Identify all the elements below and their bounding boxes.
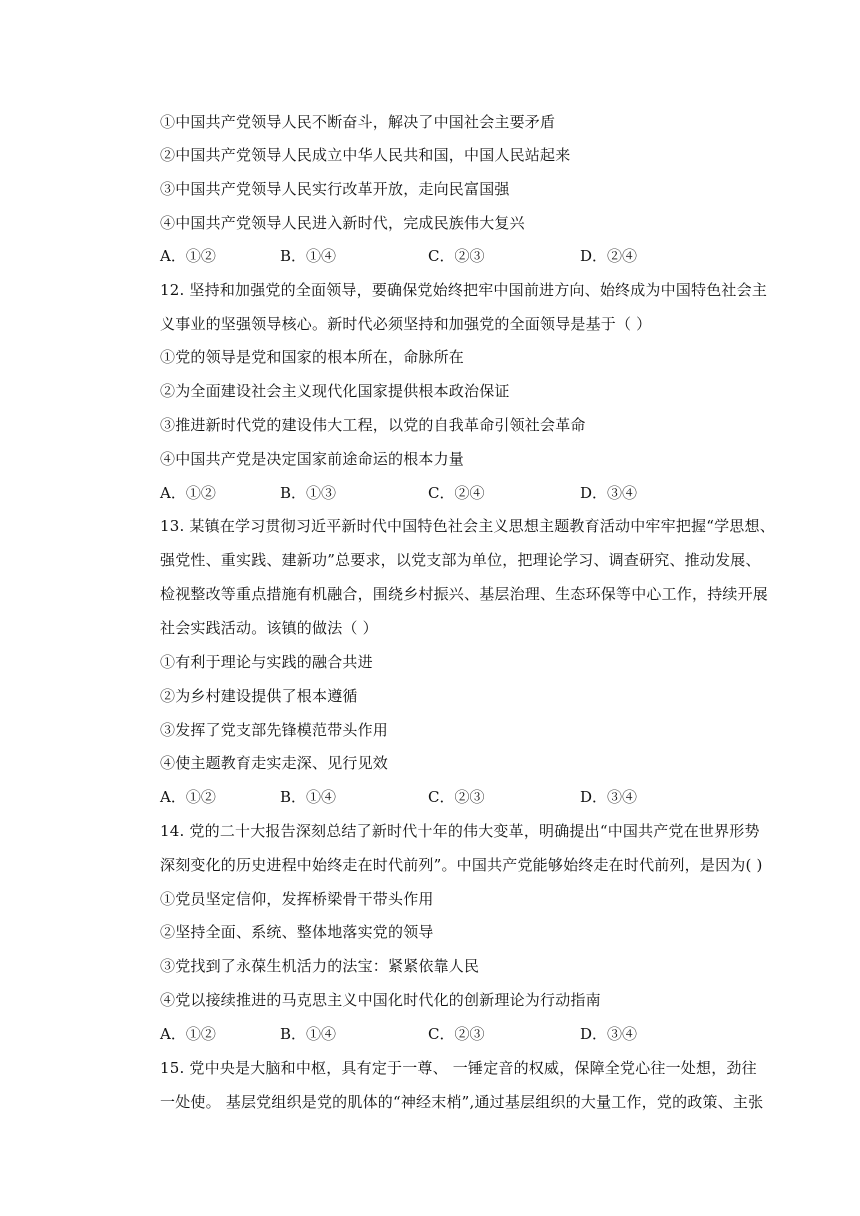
q13-option-b[interactable]: B．①④ [280,788,337,806]
q12-option-a[interactable]: A．①② [160,484,216,502]
q14-option-d[interactable]: D．③④ [580,1025,638,1043]
q13-stem-line-4: 社会实践活动。该镇的做法（ ） [160,619,378,637]
q14-stem-line-2: 深刻变化的历史进程中始终走在时代前列”。中国共产党能够始终走在时代前列，是因为( ) [160,856,763,874]
q11-item-1: ①中国共产党领导人民不断奋斗，解决了中国社会主要矛盾 [160,113,556,131]
q14-stem-line-1: 14. 党的二十大报告深刻总结了新时代十年的伟大变革，明确提出“中国共产党在世界形势 [160,822,760,840]
q13-stem-line-3: 检视整改等重点措施有机融合，围绕乡村振兴、基层治理、生态环保等中心工作，持续开展 [160,585,769,603]
q14-option-c[interactable]: C．②③ [428,1025,485,1043]
q13-stem-line-1: 13. 某镇在学习贯彻习近平新时代中国特色社会主义思想主题教育活动中牢牢把握“学思想、 [160,517,775,535]
q14-option-a[interactable]: A．①② [160,1025,216,1043]
q13-option-c[interactable]: C．②③ [428,788,485,806]
q13-item-4: ④使主题教育走实走深、见行见效 [160,754,389,772]
q11-option-c[interactable]: C．②③ [428,247,485,265]
q13-option-a[interactable]: A．①② [160,788,216,806]
q12-stem-line-1: 12. 坚持和加强党的全面领导，要确保党始终把牢中国前进方向、始终成为中国特色社会主 [160,281,768,299]
q11-item-4: ④中国共产党领导人民进入新时代，完成民族伟大复兴 [160,214,525,232]
q12-option-c[interactable]: C．②④ [428,484,485,502]
q13-item-2: ②为乡村建设提供了根本遵循 [160,687,358,705]
q12-item-4: ④中国共产党是决定国家前途命运的根本力量 [160,450,465,468]
q12-item-3: ③推进新时代党的建设伟大工程，以党的自我革命引领社会革命 [160,416,586,434]
q15-stem-line-2: 一处使。 基层党组织是党的肌体的“神经末梢”,通过基层组织的大量工作，党的政策、主张 [160,1093,764,1111]
q13-item-1: ①有利于理论与实践的融合共进 [160,653,373,671]
q12-stem-line-2: 义事业的坚强领导核心。新时代必须坚持和加强党的全面领导是基于（ ） [160,315,652,333]
q14-item-1: ①党员坚定信仰，发挥桥梁骨干带头作用 [160,890,434,908]
q12-item-2: ②为全面建设社会主义现代化国家提供根本政治保证 [160,382,510,400]
q12-option-b[interactable]: B．①③ [280,484,337,502]
q11-option-d[interactable]: D．②④ [580,247,638,265]
q14-item-4: ④党以接续推进的马克思主义中国化时代化的创新理论为行动指南 [160,991,601,1009]
q12-option-d[interactable]: D．③④ [580,484,638,502]
q14-option-b[interactable]: B．①④ [280,1025,337,1043]
q11-item-3: ③中国共产党领导人民实行改革开放，走向民富国强 [160,180,510,198]
q15-stem-line-1: 15. 党中央是大脑和中枢，具有定于一尊、 一锤定音的权威，保障全党心往一处想，劲往 [160,1059,757,1077]
q14-item-2: ②坚持全面、系统、整体地落实党的领导 [160,923,434,941]
q13-item-3: ③发挥了党支部先锋模范带头作用 [160,721,389,739]
q11-item-2: ②中国共产党领导人民成立中华人民共和国，中国人民站起来 [160,146,571,164]
q11-option-b[interactable]: B．①④ [280,247,337,265]
q14-item-3: ③党找到了永葆生机活力的法宝：紧紧依靠人民 [160,957,480,975]
q13-stem-line-2: 强党性、重实践、建新功”总要求，以党支部为单位，把理论学习、调查研究、推动发展、 [160,551,761,569]
q13-option-d[interactable]: D．③④ [580,788,638,806]
q12-item-1: ①党的领导是党和国家的根本所在，命脉所在 [160,348,465,366]
q11-option-a[interactable]: A．①② [160,247,216,265]
